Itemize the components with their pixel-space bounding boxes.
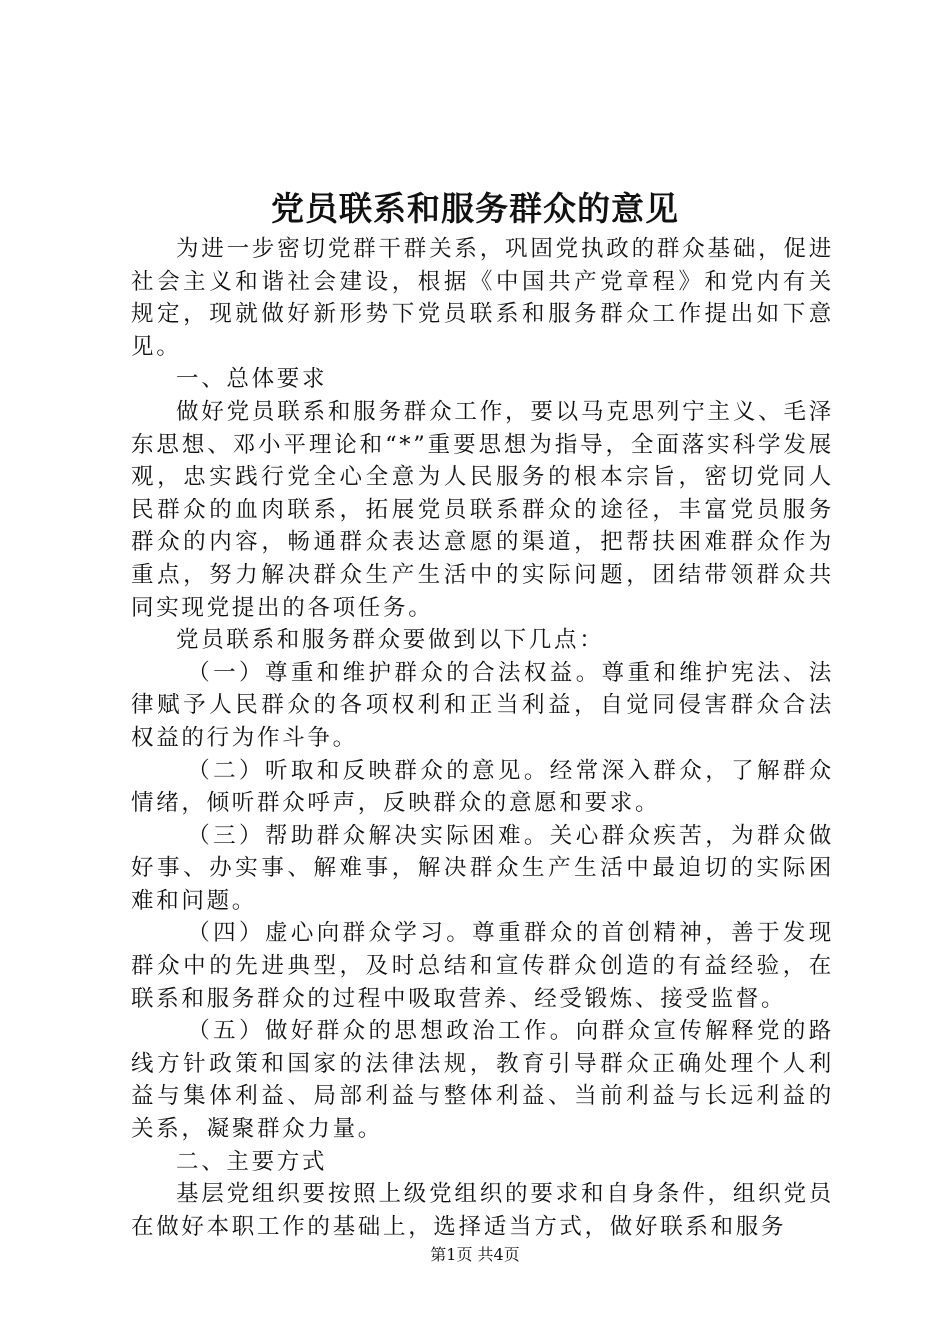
paragraph-points-lead: 党员联系和服务群众要做到以下几点： xyxy=(176,627,605,654)
paragraph-main-methods: 基层党组织要按照上级党组织的要求和自身条件，组织党员在做好本职工作的基础上，选择适当方式，做好联系和服务 xyxy=(131,1181,834,1240)
list-item-point-3: （三）帮助群众解决实际困难。关心群众疾苦，为群众做好事、办实事、解难事，解决群众生产生活中最迫切的实际困难和问题。 xyxy=(131,822,834,914)
list-item-point-5: （五）做好群众的思想政治工作。向群众宣传解释党的路线方针政策和国家的法律法规，教育引导群众正确处理个人利益与集体利益、局部利益与整体利益、当前利益与长远利益的关系，凝聚群众力量。 xyxy=(131,1018,834,1143)
page-number-footer: 第1页 共4页 xyxy=(430,1245,520,1264)
section-heading-main-methods: 二、主要方式 xyxy=(176,1148,328,1175)
document-body xyxy=(131,233,834,1243)
list-item-point-1: （一）尊重和维护群众的合法权益。尊重和维护宪法、法律赋予人民群众的各项权利和正当利益，自觉同侵害群众合法权益的行为作斗争。 xyxy=(131,659,834,751)
section-heading-general-requirements: 一、总体要求 xyxy=(176,366,328,393)
list-item-point-4: （四）虚心向群众学习。尊重群众的首创精神，善于发现群众中的先进典型，及时总结和宣传群众创造的有益经验，在联系和服务群众的过程中吸取营养、经受锻炼、接受监督。 xyxy=(131,920,834,1012)
document-title: 党员联系和服务群众的意见 xyxy=(271,189,679,228)
paragraph-general-requirements: 做好党员联系和服务群众工作，要以马克思列宁主义、毛泽东思想、邓小平理论和“*”重要思想为指导，全面落实科学发展观，忠实践行党全心全意为人民服务的根本宗旨，密切党同人民群众的血肉联系，拓展党员联系群众的途径，丰富党员服务群众的内容，畅通群众表达意愿的渠道，把帮扶困难群众作为重点，努力解决群众生产生活中的实际问题，团结带领群众共同实现党提出的各项任务。 xyxy=(131,398,834,621)
paragraph-intro: 为进一步密切党群干群关系，巩固党执政的群众基础，促进社会主义和谐社会建设，根据《中国共产党章程》和党内有关规定，现就做好新形势下党员联系和服务群众工作提出如下意见。 xyxy=(131,236,834,360)
list-item-point-2: （二）听取和反映群众的意见。经常深入群众，了解群众情绪，倾听群众呼声，反映群众的意愿和要求。 xyxy=(131,757,834,817)
